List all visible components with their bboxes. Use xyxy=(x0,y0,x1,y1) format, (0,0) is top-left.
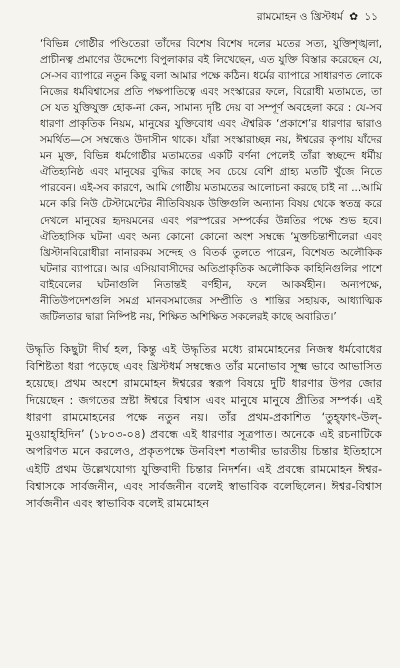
block-quote xyxy=(40,36,382,325)
quote-paragraph: ‘বিভিন্ন গোষ্ঠীর পণ্ডিতেরা তাঁদের বিশেষ বিশেষ দলের মতের সত্য, যুক্তিশৃঙ্খলা, প্রাচীনত্ব প্রমাণের উদ্দেশ্যে বিপুলাকার বই লিখেছেন, এত যুক্তি বিস্তার করেছেন যে, সে-সব ব্যাপারে নতুন কিছু বলা আমার পক্ষে কঠিন। ধর্মের ব্যাপারে সাধারণত লোকে নিজের ধর্মবিশ্বাসের প্রতি পক্ষপাতিত্বে এবং সংস্কারের ফলে, বিরোধী মতামতে, তা সে যত যুক্তিযুক্ত হোক-না কেন, সামান্য দৃষ্টি দেয় বা সম্পূর্ণ অবহেলা করে : যে-সব ধারণা প্রাকৃতিক নিয়ম, মানুষের যুক্তিবোধ এবং ঐশ্বরিক ‘প্রকাশে’র ধারণার দ্বারাও সমর্থিত—সে সম্বন্ধেও উদাসীন থাকে। যাঁরা সংস্কারাচ্ছন্ন নয়, ঈশ্বরের কৃপায় যাঁদের মন মুক্ত, বিভিন্ন ধর্মগোষ্ঠীর মতামতের একটি বর্ণনা পেলেই তাঁরা স্বচ্ছন্দে ধর্মীয় ঐতিহ্যনিষ্ঠ এবং মানুষের বুদ্ধির কাছে সব চেয়ে বেশি গ্রাহ্য মতটি খুঁজে নিতে পারবেন। এই-সব কারণে, আমি গোষ্ঠীয় মতামতের আলোচনা করছে চাই না ...আমি মনে করি নিউ টেস্টামেন্টের নীতিবিষয়ক উক্তিগুলি অন্যান্য বিষয় থেকে স্বতন্ত্র করে দেখলে মানুষের হৃদয়মনের এবং পরস্পরের সম্পর্কের উন্নতির পক্ষে শুভ হবে। ঐতিহাসিক ঘটনা এবং অন্য কোনো কোনো অংশ সম্বন্ধে ‘মুক্তচিন্তাশীলেরা এবং খ্রিস্টানবিরোধীরা নানারকম সন্দেহ ও বিতর্ক তুলতে পারেন, বিশেষত অলৌকিক ঘটনার ব্যাপারে। আর এসিয়াবাসীদের অতিপ্রাকৃতিক অলৌকিক কাহিনিগুলির পাশে বাইবেলের ঘটনাগুলি নিতান্তই বর্ণহীন, ফলে আকর্ষহীন। অন্যপক্ষে, নীতিউপদেশগুলি সমগ্র মানবসমাজের সম্প্রীতি ও শান্তির সহায়ক, আধ্যাত্মিক জটিলতার দ্বারা নিষ্পিষ্ট নয়, শিক্ষিত অশিক্ষিত সকলেরই কাছে অবারিত।’ xyxy=(40,38,382,323)
ornament-icon: ✿ xyxy=(349,11,359,23)
page-number: ১১ xyxy=(364,11,378,23)
running-head-title: রামমোহন ও খ্রিস্টধর্ম xyxy=(256,11,343,23)
body-paragraph: উদ্ধৃতি কিছুটা দীর্ঘ হল, কিন্তু এই উদ্ধৃতির মধ্যে রামমোহনের নিজস্ব ধর্মবোধের বিশিষ্টতা ধরা পড়েছে এবং খ্রিস্টধর্ম সম্বন্ধেও তাঁর মনোভাব সূক্ষ্ম ভাবে আভাসিত হয়েছে। প্রথম অংশে রামমোহন ঈশ্বরের স্বরূপ বিষয়ে দুটি ধারণার উপর জোর দিয়েছেন : জগতের স্রষ্টা ঈশ্বরে বিশ্বাস এবং মানুষে মানুষে প্রীতির সম্পর্ক। এই ধারণা রামমোহনের পক্ষে নতুন নয়। তাঁর প্রথম-প্রকাশিত ‘তুহ্‌ফাৎ-উল্-মুওয়াহ্‌হিদিন’ (১৮০৩-০৪) প্রবন্ধে এই ধারণার সূত্রপাত। অনেকে এই রচনাটিকে অপরিণত মনে করলেও, প্রকৃতপক্ষে উনবিংশ শতাব্দীর ভারতীয় চিন্তার ইতিহাসে এইটি প্রথম উল্লেখযোগ্য যুক্তিবাদী চিন্তার নিদর্শন। এই প্রবন্ধে রামমোহন ঈশ্বর-বিশ্বাসকে সার্বজনীন, এবং সার্বজনীন বলেই স্বাভাবিক বলেছিলেন। ঈশ্বর-বিশ্বাস সার্বজনীন এবং স্বাভাবিক বলেই রামমোহন xyxy=(26,342,382,510)
running-head xyxy=(26,10,382,24)
body-text xyxy=(26,341,382,512)
